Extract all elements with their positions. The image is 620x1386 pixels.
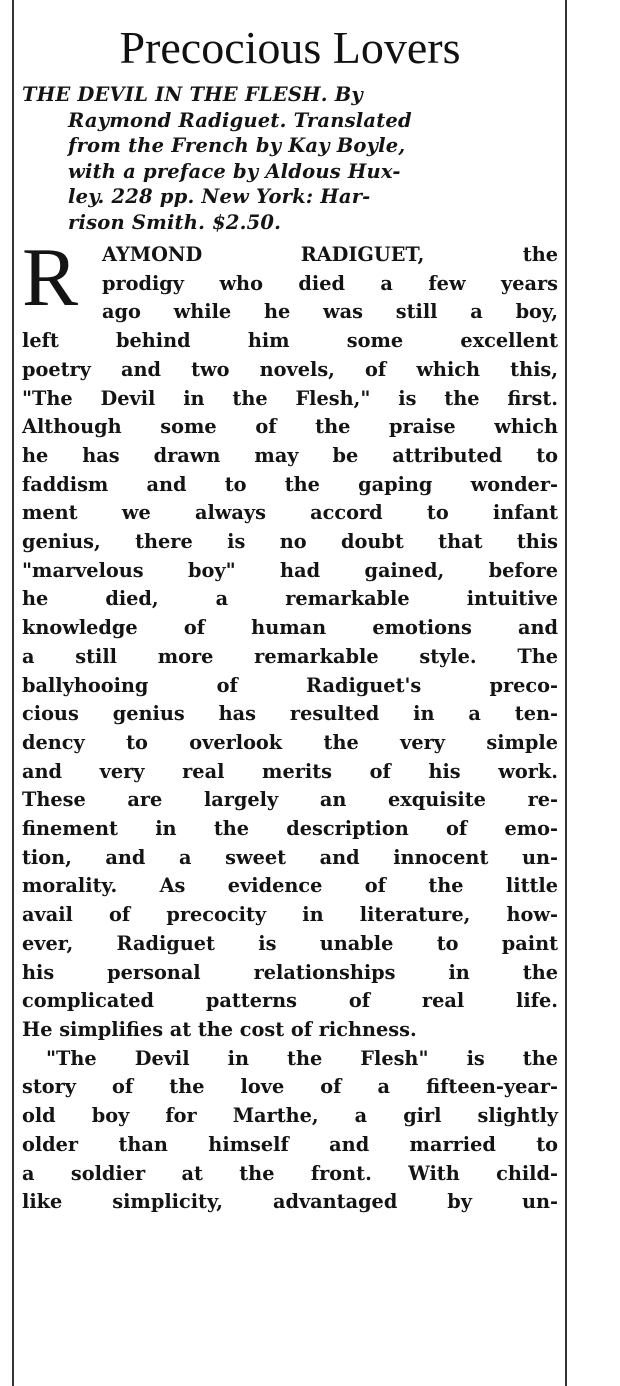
text-line: finement in the description of emo-	[22, 817, 558, 841]
text-line: avail of precocity in literature, how-	[22, 903, 558, 927]
text-line: he died, a remarkable intuitive	[22, 587, 558, 611]
text-line: cious genius has resulted in a ten-	[22, 702, 558, 726]
text-line: prodigy who died a few years	[102, 271, 558, 295]
citation-line: Raymond Radiguet. Translated	[68, 108, 412, 132]
text-line: morality. As evidence of the little	[22, 874, 558, 898]
column-rule-left	[12, 0, 14, 1386]
citation-line: THE DEVIL IN THE FLESH. By	[22, 83, 363, 106]
citation-line: from the French by Kay Boyle,	[68, 134, 406, 157]
text-line: ment we always accord to infant	[22, 501, 558, 525]
text-line: faddism and to the gaping wonder-	[22, 472, 558, 496]
text-line: tion, and a sweet and innocent un-	[22, 845, 558, 869]
article-body	[22, 231, 558, 1217]
text-line: He simplifies at the cost of richness.	[22, 1017, 417, 1041]
text-line: AYMOND RADIGUET, the	[102, 243, 558, 266]
text-line: dency to overlook the very simple	[22, 730, 558, 754]
text-line: "The Devil in the Flesh," is the first.	[22, 386, 558, 410]
text-line: genius, there is no doubt that this	[22, 530, 558, 554]
citation-line: ley. 228 pp. New York: Har-	[68, 185, 371, 208]
paragraph-2	[22, 1045, 558, 1217]
text-line: old boy for Marthe, a girl slightly	[22, 1104, 558, 1128]
text-line: his personal relationships in the	[22, 960, 558, 984]
text-line: poetry and two novels, of which this,	[22, 357, 558, 381]
text-line: knowledge of human emotions and	[22, 616, 558, 640]
book-citation	[22, 82, 558, 235]
drop-cap: R	[22, 231, 79, 324]
text-line: and very real merits of his work.	[22, 759, 558, 783]
article-headline: Precocious Lovers	[119, 22, 461, 73]
text-line: These are largely an exquisite re-	[22, 788, 558, 812]
text-line: story of the love of a fifteen-year-	[22, 1075, 558, 1099]
text-line: like simplicity, advantaged by un-	[22, 1190, 558, 1214]
text-line: ballyhooing of Radiguet's preco-	[22, 673, 558, 697]
text-line: a still more remarkable style. The	[22, 644, 558, 668]
text-line: ever, Radiguet is unable to paint	[22, 931, 558, 955]
text-line: "marvelous boy" had gained, before	[22, 558, 558, 582]
citation-line: with a preface by Aldous Hux-	[68, 159, 401, 183]
text-line: he has drawn may be attributed to	[22, 443, 558, 467]
text-line: a soldier at the front. With child-	[22, 1161, 558, 1185]
column-rule-right	[565, 0, 567, 1386]
text-line: older than himself and married to	[22, 1132, 558, 1156]
text-line: complicated patterns of real life.	[22, 989, 558, 1013]
article-column	[22, 8, 558, 1217]
text-line: Although some of the praise which	[22, 415, 558, 439]
paragraph-1	[22, 231, 558, 1045]
citation-line: rison Smith. $2.50.	[68, 210, 282, 234]
text-line: left behind him some excellent	[22, 329, 558, 353]
text-line: ago while he was still a boy,	[102, 300, 558, 324]
text-line: "The Devil in the Flesh" is the	[46, 1046, 558, 1070]
